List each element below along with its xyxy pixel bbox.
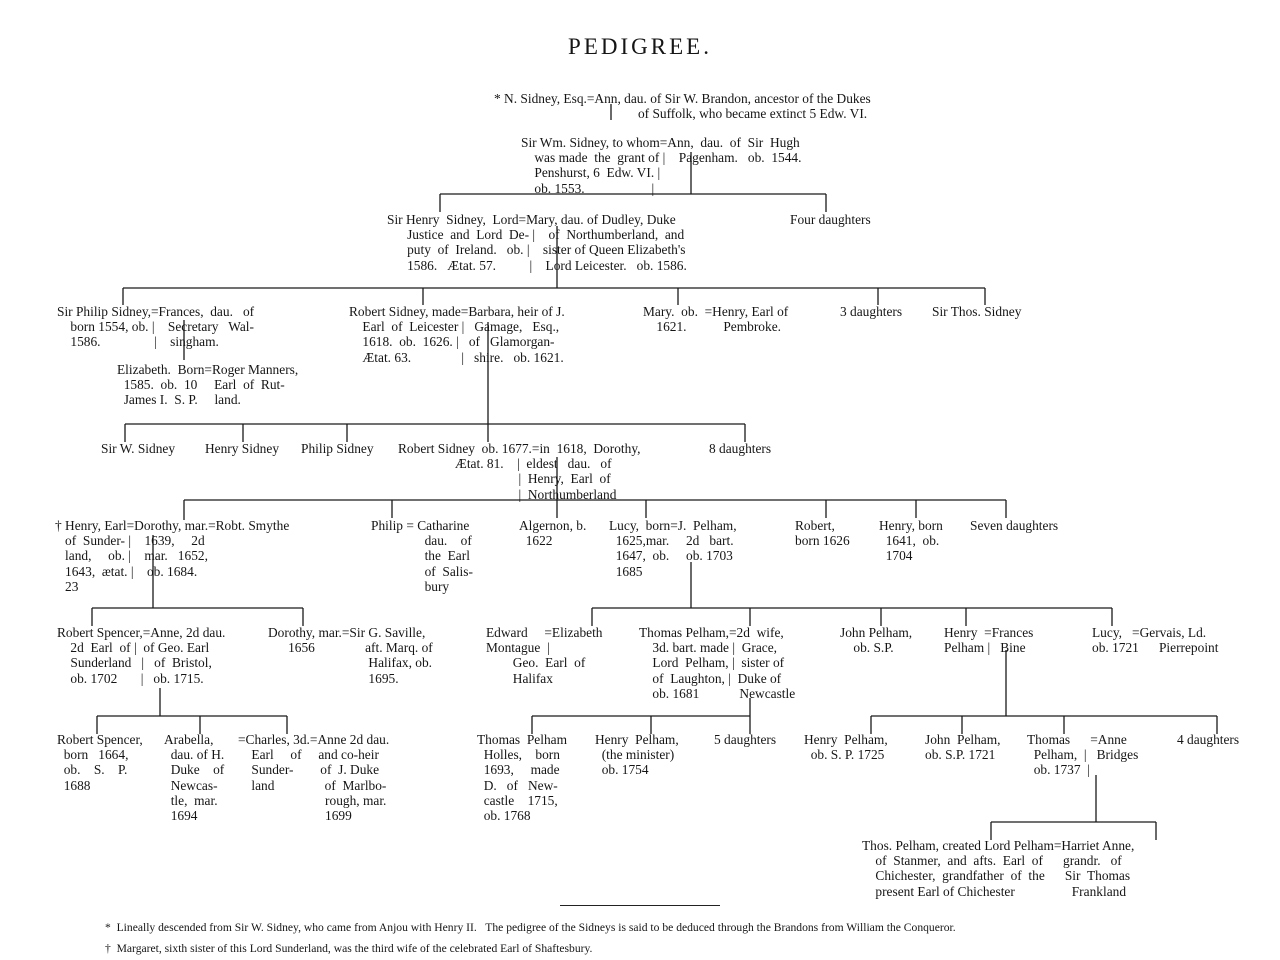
entry-robert-sidney-2nd-earl: Robert Sidney ob. 1677.=in 1618, Dorothy, Ætat. 81. | eldest dau. of | Henry, Earl of | Northumberland [398,441,641,502]
entry-5-daughters: 5 daughters [714,732,777,747]
entry-henry-pelham-frances-bine: Henry =Frances Pelham | Bine [944,625,1034,656]
entry-robert-sidney-1st-earl: Robert Sidney, made=Barbara, heir of J. Earl of Leicester | Gamage, Esq., 1618. ob. 1626. | of Glamorgan- Ætat. 63. | shire. ob. 1621. [349,304,565,365]
entry-sir-henry-sidney: Sir Henry Sidney, Lord=Mary, dau. of Dudley, Duke Justice and Lord De- | of Northumberland, and puty of Ireland. ob. | sister of Queen Elizabeth's 1586. Ætat. 57. | Lord Leicester. ob. 1586. [387,212,687,273]
entry-robert-1626: Robert, born 1626 [795,518,850,549]
entry-arabella: Arabella, dau. of H. Duke of Newcas- tle, mar. 1694 [164,732,225,824]
entry-mary-sidney: Mary. ob. =Henry, Earl of 1621. Pembroke. [643,304,789,335]
page-title: PEDIGREE. [568,34,712,59]
entry-8-daughters: 8 daughters [709,441,772,456]
entry-charles-3d-earl: =Charles, 3d.=Anne 2d dau. Earl of and co-heir Sunder- of J. Duke land of Marlbo- rough, mar. 1699 [238,732,390,824]
entry-seven-daughters: Seven daughters [970,518,1059,533]
entry-sir-thos-sidney: Sir Thos. Sidney [932,304,1022,319]
entry-4-daughters: 4 daughters [1177,732,1240,747]
entry-lucy-gervais: Lucy, =Gervais, Ld. ob. 1721 Pierrepoint [1092,625,1219,656]
entry-henry-earl-sunderland: † Henry, Earl=Dorothy, mar.=Robt. Smythe of Sunder- | 1639, 2d land, ob. | mar. 1652, 1643, ætat. | ob. 1684. 23 [55,518,290,594]
entry-edward-montague: Edward =Elizabeth Montague | Geo. Earl of Halifax [486,625,603,686]
entry-n-sidney: * N. Sidney, Esq.=Ann, dau. of Sir W. Brandon, ancestor of the Dukes of Suffolk, who became extinct 5 Edw. VI. [494,91,871,122]
entry-3-daughters: 3 daughters [840,304,903,319]
entry-philip-sidney: Philip Sidney [301,441,374,456]
entry-four-daughters: Four daughters [790,212,871,227]
entry-thos-pelham-lord-pelham: Thos. Pelham, created Lord Pelham=Harriet Anne, of Stanmer, and afts. Earl of grandr. of Chichester, grandfather of the Sir Thomas present Earl of Chichester Frankland [862,838,1135,899]
entry-john-pelham-sp: John Pelham, ob. S.P. [840,625,913,656]
footnote-1: * Lineally descended from Sir W. Sidney, who came from Anjou with Henry II. The pedigree of the Sidneys is said to be deduced through the Brandons from William the Conqueror. [105,921,956,934]
entry-robert-spencer-1664: Robert Spencer, born 1664, ob. S. P. 1688 [57,732,143,793]
entry-thomas-pelham-3d-bart: Thomas Pelham,=2d wife, 3d. bart. made | Grace, Lord Pelham, | sister of of Laughton, | Duke of ob. 1681 Newcastle [639,625,796,701]
entry-dorothy-saville: Dorothy, mar.=Sir G. Saville, 1656 aft. Marq. of Halifax, ob. 1695. [268,625,433,686]
entry-philip-catharine: Philip = Catharine dau. of the Earl of Salis- bury [371,518,473,594]
entry-john-pelham-1721: John Pelham, ob. S.P. 1721 [925,732,1001,763]
entry-thomas-pelham-holles: Thomas Pelham Holles, born 1693, made D. of New- castle 1715, ob. 1768 [477,732,568,824]
entry-sir-wm-sidney: Sir Wm. Sidney, to whom=Ann, dau. of Sir Hugh was made the grant of | Pagenham. ob. 1544. Penshurst, 6 Edw. VI. | ob. 1553. | [521,135,802,196]
entry-algernon: Algernon, b. 1622 [519,518,587,549]
entry-robert-spencer-2d-earl: Robert Spencer,=Anne, 2d dau. 2d Earl of | of Geo. Earl Sunderland | of Bristol, ob. 1702 | ob. 1715. [57,625,226,686]
entry-henry-pelham-1725: Henry Pelham, ob. S. P. 1725 [804,732,888,763]
entry-sir-w-sidney: Sir W. Sidney [101,441,176,456]
entry-lucy-j-pelham: Lucy, born=J. Pelham, 1625,mar. 2d bart. 1647, ob. ob. 1703 1685 [609,518,737,579]
entry-thomas-pelham-anne-bridges: Thomas =Anne Pelham, | Bridges ob. 1737 | [1027,732,1139,778]
entry-henry-1641: Henry, born 1641, ob. 1704 [879,518,943,564]
entry-sir-philip-sidney: Sir Philip Sidney,=Frances, dau. of born 1554, ob. | Secretary Wal- 1586. | singham. [57,304,255,350]
entry-elizabeth-sidney: Elizabeth. Born=Roger Manners, 1585. ob. 10 Earl of Rut- James I. S. P. land. [117,362,299,408]
entry-henry-sidney: Henry Sidney [205,441,280,456]
footnote-2: † Margaret, sixth sister of this Lord Sunderland, was the third wife of the celebrated Earl of Shaftesbury. [105,942,593,955]
footnote-divider [560,905,720,906]
entry-henry-pelham-minister: Henry Pelham, (the minister) ob. 1754 [595,732,679,778]
